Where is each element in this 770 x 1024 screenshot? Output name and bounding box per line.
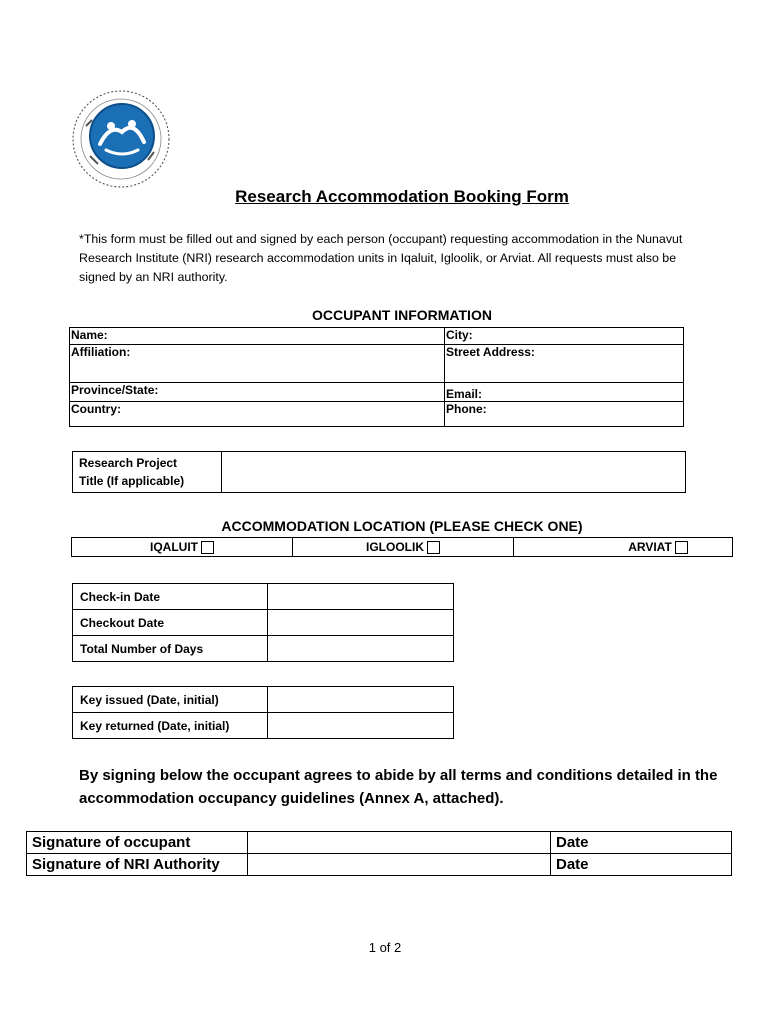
key-returned-input[interactable] [268,713,454,739]
project-table [72,451,686,493]
total-days-label: Total Number of Days [73,636,268,662]
checkin-input[interactable] [268,584,454,610]
occupant-heading: OCCUPANT INFORMATION [312,307,492,323]
occupant-signature-input[interactable] [248,832,551,854]
dates-table [72,583,454,662]
occupant-table [69,327,684,427]
arviat-checkbox[interactable] [675,541,688,554]
checkout-label: Checkout Date [73,610,268,636]
key-issued-input[interactable] [268,687,454,713]
project-label: Research Project Title (If applicable) [73,452,222,493]
key-issued-label: Key issued (Date, initial) [73,687,268,713]
igloolik-checkbox[interactable] [427,541,440,554]
phone-field[interactable]: Phone: [445,402,684,427]
province-field[interactable]: Province/State: [70,383,445,402]
street-address-field[interactable]: Street Address: [445,345,684,383]
email-field[interactable]: Email: [445,383,684,402]
authority-signature-label: Signature of NRI Authority [27,854,248,876]
authority-signature-input[interactable] [248,854,551,876]
signature-table [26,831,732,876]
country-field[interactable]: Country: [70,402,445,427]
project-title-input[interactable] [222,452,686,493]
location-table [71,537,733,557]
checkin-label: Check-in Date [73,584,268,610]
keys-table [72,686,454,739]
affiliation-field[interactable]: Affiliation: [70,345,445,383]
iqaluit-checkbox[interactable] [201,541,214,554]
location-heading: ACCOMMODATION LOCATION (PLEASE CHECK ONE) [221,518,583,534]
authority-date-field[interactable]: Date [551,854,732,876]
nri-seal-logo [68,86,174,192]
key-returned-label: Key returned (Date, initial) [73,713,268,739]
page-number: 1 of 2 [368,940,402,955]
checkout-input[interactable] [268,610,454,636]
location-option-arviat[interactable]: ARVIAT [514,538,733,557]
intro-text: *This form must be filled out and signed by each person (occupant) requesting accommodation in the Nunavut Research Institute (NRI) research accommodation units in Iqaluit, Igloolik, or Arviat. All requests must also be signed by an NRI authority. [79,232,683,284]
total-days-input[interactable] [268,636,454,662]
name-field[interactable]: Name: [70,328,445,345]
location-option-igloolik[interactable]: IGLOOLIK [293,538,514,557]
occupant-date-field[interactable]: Date [551,832,732,854]
occupant-signature-label: Signature of occupant [27,832,248,854]
location-option-iqaluit[interactable]: IQALUIT [72,538,293,557]
agreement-text: By signing below the occupant agrees to abide by all terms and conditions detailed in the accommodation occupancy guidelines (Annex A, attached). [79,767,718,807]
form-title: Research Accommodation Booking Form [235,187,569,206]
city-field[interactable]: City: [445,328,684,345]
